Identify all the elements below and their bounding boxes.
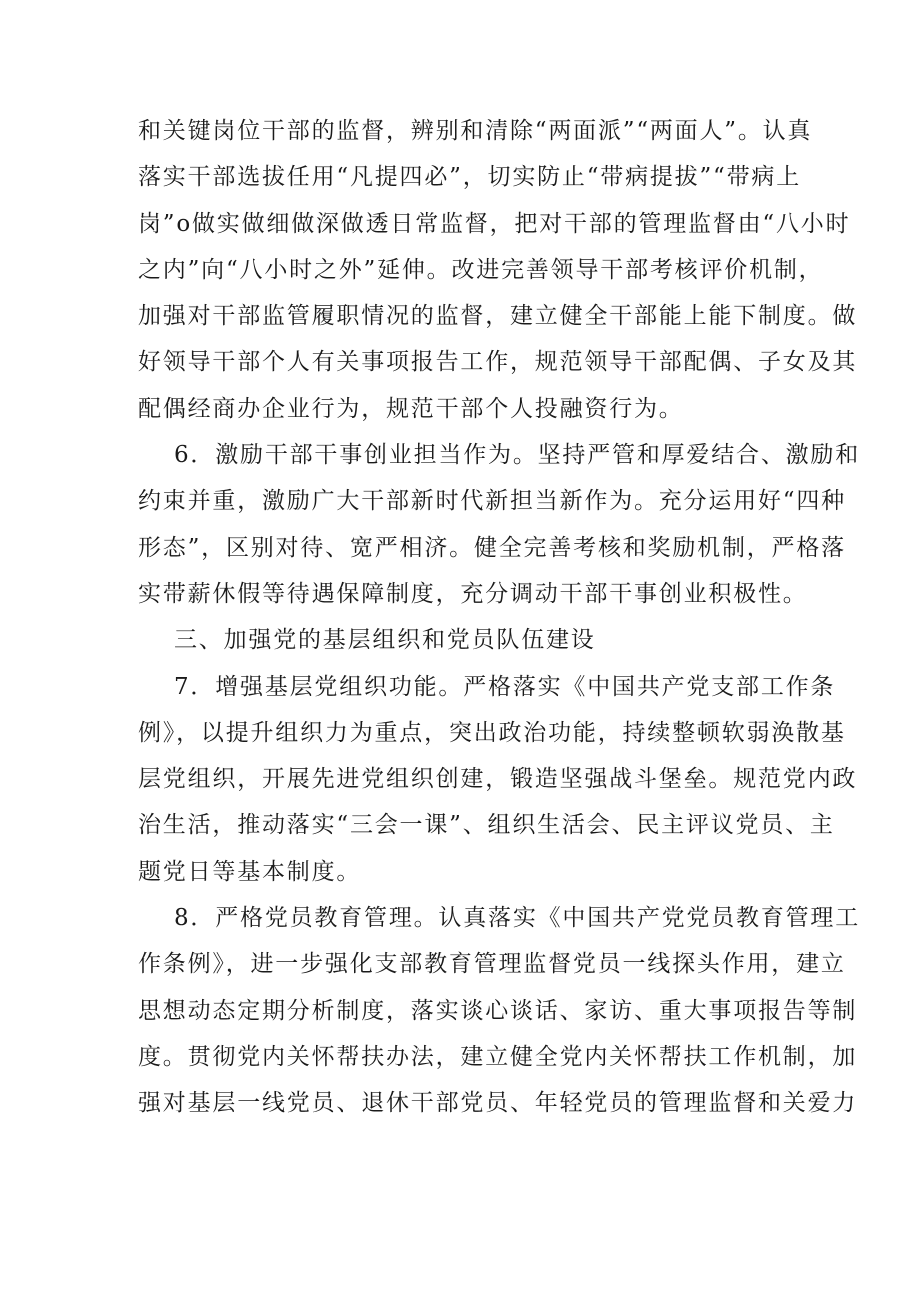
text-line: 作条例》，进一步强化支部教育管理监督党员一线探头作用，建立 — [138, 951, 846, 978]
text-line: 度。贯彻党内关怀帮扶办法，建立健全党内关怀帮扶工作机制，加 — [138, 1043, 858, 1070]
text-line: 之内”向“八小时之外”延伸。改进完善领导干部考核评价机制， — [138, 256, 824, 283]
text-line: 6．激励干部干事创业担当作为。坚持严管和厚爱结合、激励和 — [174, 442, 861, 469]
text-line: 和关键岗位干部的监督，辨别和清除“两面派”“两面人”。认真 — [138, 118, 813, 144]
text-line: 实带薪休假等待遇保障制度，充分调动干部干事创业积极性。 — [138, 580, 808, 607]
text-line: 8．严格党员教育管理。认真落实《中国共产党党员教育管理工 — [174, 905, 861, 932]
text-line: 配偶经商办企业行为，规范干部个人投融资行为。 — [138, 395, 684, 422]
text-line: 题党日等基本制度。 — [138, 858, 362, 885]
text-line: 治生活，推动落实“三会一课”、组织生活会、民主评议党员、主 — [138, 812, 835, 839]
text-line: 思想动态定期分析制度，落实谈心谈话、家访、重大事项报告等制 — [138, 997, 858, 1024]
paragraph-cadre-supervision — [138, 108, 858, 432]
paragraph-item-8 — [138, 895, 861, 1126]
text-line: 例》，以提升组织力为重点，突出政治功能，持续整顿软弱涣散基 — [138, 719, 846, 746]
paragraph-item-6 — [138, 432, 861, 617]
text-line: 7．增强基层党组织功能。严格落实《中国共产党支部工作条 — [174, 673, 836, 700]
text-line: 层党组织，开展先进党组织创建，锻造坚强战斗堡垒。规范党内政 — [138, 766, 858, 793]
paragraph-item-7 — [138, 664, 858, 895]
text-line: 落实干部选拔任用“凡提四必”，切实防止“带病提拔”“带病上 — [138, 164, 801, 191]
text-line: 加强对干部监管履职情况的监督，建立健全干部能上能下制度。做 — [138, 303, 858, 330]
text-line: 强对基层一线党员、退休干部党员、年轻党员的管理监督和关爱力 — [138, 1090, 858, 1117]
text-line: 约束并重，激励广大干部新时代新担当新作为。充分运用好“四种 — [138, 488, 846, 515]
document-body — [138, 108, 861, 1127]
text-line: 岗”o做实做细做深做透日常监督，把对干部的管理监督由“八小时 — [138, 210, 851, 237]
heading-line: 三、加强党的基层组织和党员队伍建设 — [174, 627, 596, 654]
section-heading-3 — [138, 617, 778, 663]
text-line: 形态”，区别对待、宽严相济。健全完善考核和奖励机制，严格落 — [138, 534, 846, 561]
text-line: 好领导干部个人有关事项报告工作，规范领导干部配偶、子女及其 — [138, 349, 858, 376]
